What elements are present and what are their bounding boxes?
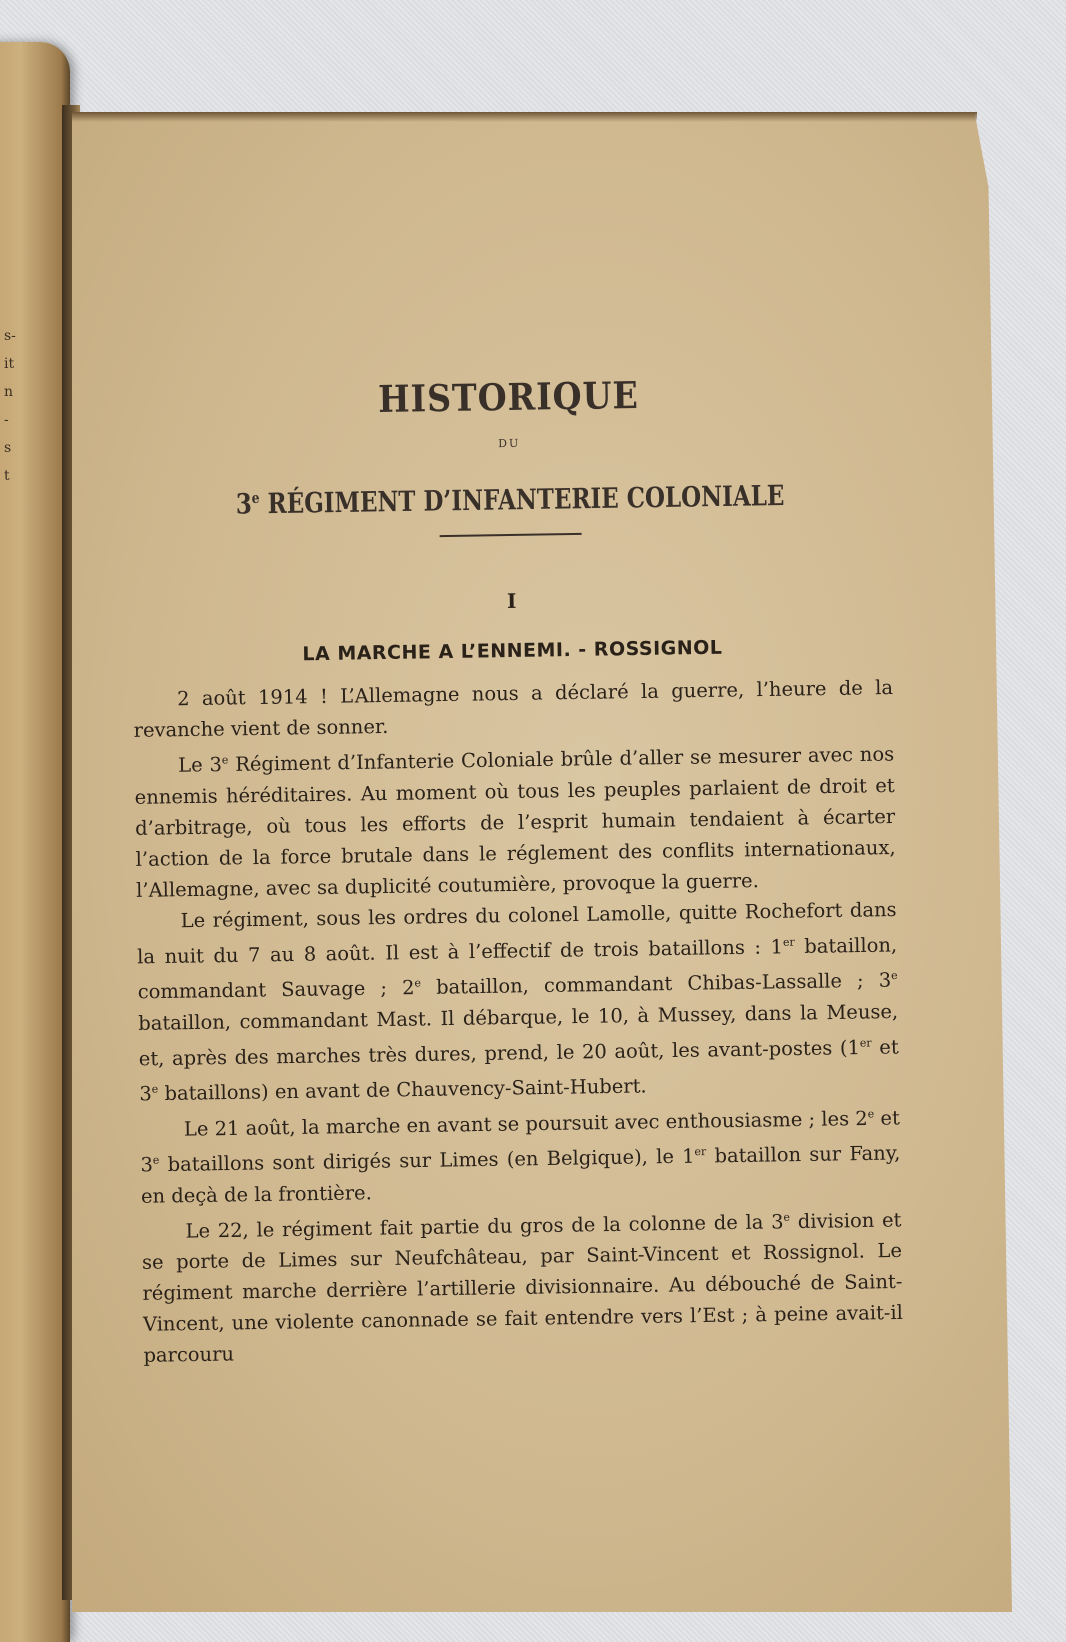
- page-content: [128, 362, 904, 1371]
- chapter-number: I: [506, 588, 517, 614]
- margin-mark: it: [4, 356, 15, 372]
- title-connector: DU: [498, 436, 521, 451]
- page-subtitle: 3e RÉGIMENT D’INFANTERIE COLONIALE: [235, 479, 785, 521]
- margin-mark: s-: [4, 328, 16, 344]
- left-page-edge: [0, 42, 70, 1642]
- paragraph: Le 22, le régiment fait partie du gros de la colonne de la 3e division et se porte de Limes sur Neufchâteau, par Saint-Vincent et Rossignol. Le régiment marche derrière l’artillerie divisionnaire. Au débouché de Saint-Vincent, une violente canonnade se fait entendre vers l’Est ; à peine avait-il parcouru: [141, 1207, 904, 1367]
- paragraph: Le 21 août, la marche en avant se poursuit avec enthousiasme ; les 2e et 3e bataillons sont dirigés sur Limes (en Belgique), le 1er bataillon sur Fany, en deçà de la frontière.: [140, 1105, 901, 1208]
- page-top-edge: [72, 112, 977, 122]
- paragraph: Le régiment, sous les ordres du colonel Lamolle, quitte Rochefort dans la nuit du 7 au 8 août. Il est à l’effectif de trois bataillons : 1er bataillon, commandant Sauvage ; 2e bataillon, commandant Chibas-Lassalle ; 3e bataillon, commandant Mast. Il débarque, le 10, à Mussey, dans la Meuse, et, après des marches très dures, prend, le 20 août, les avant-postes (1er et 3e bataillons) en avant de Chauvency-Saint-Hubert.: [137, 897, 899, 1106]
- paragraph: 2 août 1914 ! L’Allemagne nous a déclaré la guerre, l’heure de la revanche vient de sonner.: [133, 675, 894, 742]
- margin-mark: -: [4, 412, 9, 428]
- chapter-title: LA MARCHE A L’ENNEMI. - ROSSIGNOL: [302, 636, 723, 666]
- margin-mark: n: [4, 384, 14, 400]
- margin-mark: t: [4, 468, 10, 484]
- body-text: [133, 672, 904, 1371]
- title-divider: [440, 533, 582, 537]
- page-title: HISTORIQUE: [377, 372, 640, 422]
- margin-mark: s: [4, 440, 12, 456]
- paragraph: Le 3e Régiment d’Infanterie Coloniale brûle d’aller se mesurer avec nos ennemis héréditaires. Au moment où tous les peuples parlaient de droit et d’arbitrage, où tous les efforts de l’esprit humain tendaient à écarter l’action de la force brutale dans le réglement des conflits internationaux, l’Allemagne, avec sa duplicité coutumière, provoque la guerre.: [134, 742, 896, 902]
- left-page-margin-text: [0, 322, 16, 490]
